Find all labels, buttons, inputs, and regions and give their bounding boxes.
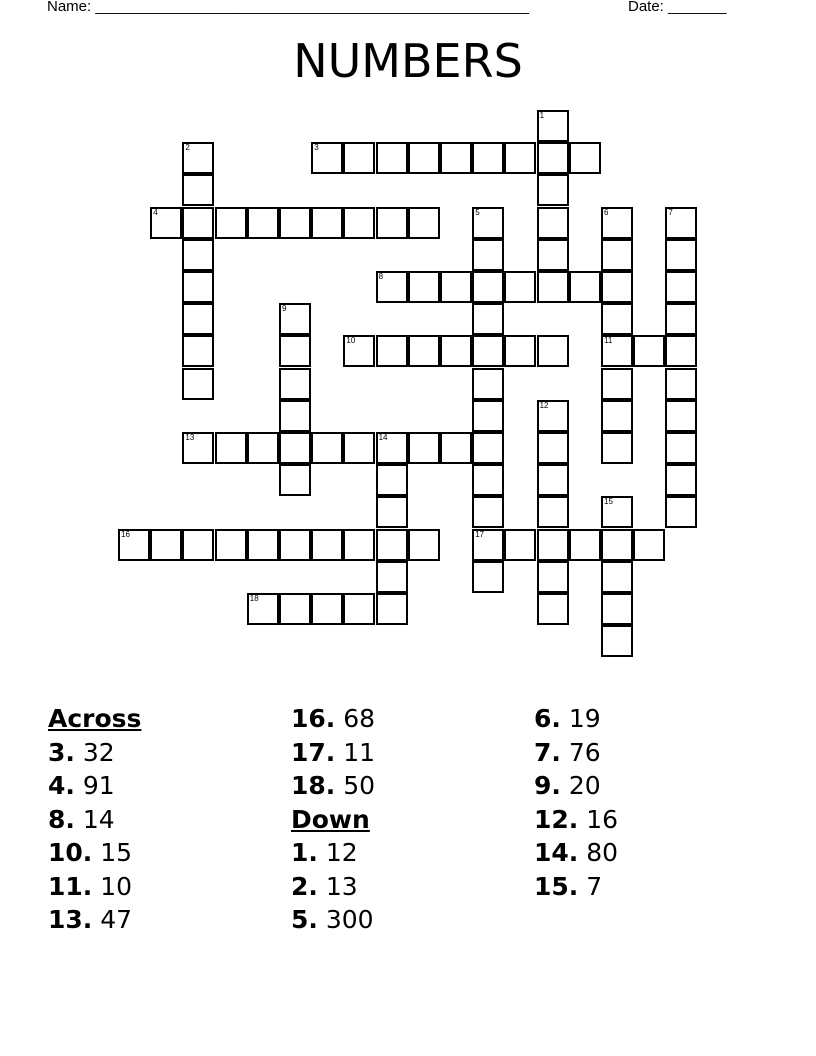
clue-text: 14: [82, 804, 115, 834]
cell-number: 13: [185, 433, 195, 442]
crossword-cell[interactable]: [408, 335, 440, 367]
crossword-cell[interactable]: [215, 432, 247, 464]
crossword-cell[interactable]: [472, 464, 504, 496]
cell-number: 6: [604, 207, 609, 217]
crossword-cell[interactable]: [182, 303, 214, 335]
crossword-cell[interactable]: [569, 271, 601, 303]
crossword-cell[interactable]: [472, 368, 504, 400]
crossword-cell[interactable]: [182, 142, 214, 174]
crossword-cell[interactable]: [633, 529, 665, 561]
crossword-cell[interactable]: [182, 239, 214, 271]
clue-number: 11.: [48, 871, 93, 901]
crossword-cell[interactable]: [440, 271, 472, 303]
crossword-cell[interactable]: [472, 561, 504, 593]
crossword-cell[interactable]: [472, 239, 504, 271]
crossword-cell[interactable]: [182, 529, 214, 561]
crossword-cell[interactable]: [665, 303, 697, 335]
crossword-cell[interactable]: [665, 496, 697, 528]
clue-text: 7: [586, 871, 603, 901]
clue-text: 10: [100, 871, 133, 901]
crossword-cell[interactable]: [376, 464, 408, 496]
clue-down-1: [291, 836, 375, 870]
clue-across-11: [48, 870, 141, 904]
crossword-cell[interactable]: [343, 142, 375, 174]
puzzle-title: NUMBERS: [293, 34, 523, 88]
crossword-cell[interactable]: [633, 335, 665, 367]
cell-number: 8: [378, 272, 384, 281]
crossword-cell[interactable]: [537, 400, 569, 432]
crossword-cell[interactable]: [601, 335, 633, 367]
clue-across-8: [48, 803, 141, 837]
crossword-cell[interactable]: [504, 335, 536, 367]
across-heading: Across: [48, 704, 142, 733]
cell-number: 5: [475, 207, 480, 217]
crossword-cell[interactable]: [665, 400, 697, 432]
crossword-cell[interactable]: [376, 207, 408, 239]
crossword-cell[interactable]: [247, 207, 279, 239]
crossword-cell[interactable]: [311, 207, 343, 239]
clue-text: 15: [100, 838, 133, 867]
clue-number: 8.: [48, 804, 75, 834]
crossword-cell[interactable]: [537, 142, 569, 174]
crossword-cell[interactable]: [279, 529, 311, 561]
clue-text: 13: [325, 871, 358, 901]
cell-number: 10: [346, 336, 356, 346]
clue-down-7: [534, 736, 618, 770]
crossword-cell[interactable]: [569, 142, 601, 174]
clue-number: 7.: [534, 737, 561, 767]
crossword-cell[interactable]: [376, 593, 408, 625]
clue-text: 11: [343, 737, 376, 767]
crossword-cell[interactable]: [182, 207, 214, 239]
clue-text: 47: [100, 905, 133, 934]
clue-across-3: [48, 736, 141, 770]
clue-down-5: [291, 903, 375, 937]
crossword-cell[interactable]: [247, 432, 279, 464]
crossword-cell[interactable]: [665, 271, 697, 303]
crossword-cell[interactable]: [601, 303, 633, 335]
clue-down-14: [534, 836, 618, 870]
clue-number: 18.: [291, 771, 336, 800]
cell-number: 2: [185, 143, 190, 153]
crossword-cell[interactable]: [408, 529, 440, 561]
clue-number: 13.: [48, 905, 93, 934]
cell-number: 7: [668, 207, 673, 217]
crossword-cell[interactable]: [665, 207, 697, 239]
clue-text: 20: [568, 771, 601, 800]
clue-text: 16: [586, 804, 619, 834]
crossword-cell[interactable]: [601, 561, 633, 593]
cell-number: 3: [314, 143, 319, 153]
crossword-cell[interactable]: [537, 174, 569, 206]
crossword-cell[interactable]: [150, 207, 182, 239]
crossword-cell[interactable]: [279, 464, 311, 496]
crossword-cell[interactable]: [601, 271, 633, 303]
crossword-cell[interactable]: [601, 529, 633, 561]
crossword-cell[interactable]: [279, 368, 311, 400]
crossword-cell[interactable]: [601, 239, 633, 271]
crossword-cell[interactable]: [182, 335, 214, 367]
crossword-cell[interactable]: [279, 400, 311, 432]
cell-number: 1: [539, 111, 545, 120]
crossword-cell[interactable]: [376, 271, 408, 303]
crossword-cell[interactable]: [537, 496, 569, 528]
crossword-cell[interactable]: [376, 142, 408, 174]
crossword-cell[interactable]: [504, 271, 536, 303]
crossword-cell[interactable]: [440, 432, 472, 464]
crossword-cell[interactable]: [376, 432, 408, 464]
cell-number: 17: [475, 529, 485, 539]
crossword-cell[interactable]: [311, 593, 343, 625]
clue-column-3: [534, 702, 618, 903]
clue-number: 6.: [534, 704, 561, 733]
crossword-cell[interactable]: [311, 432, 343, 464]
clue-across-10: [48, 836, 141, 870]
crossword-cell[interactable]: [343, 207, 375, 239]
down-heading: Down: [291, 804, 370, 834]
crossword-cell[interactable]: [182, 174, 214, 206]
crossword-cell[interactable]: [601, 400, 633, 432]
crossword-cell[interactable]: [247, 529, 279, 561]
crossword-cell[interactable]: [537, 593, 569, 625]
crossword-cell[interactable]: [343, 335, 375, 367]
crossword-cell[interactable]: [440, 335, 472, 367]
clue-column-1: [48, 702, 141, 937]
crossword-cell[interactable]: [279, 207, 311, 239]
clue-text: 50: [343, 771, 376, 800]
crossword-cell[interactable]: [537, 464, 569, 496]
crossword-cell[interactable]: [343, 593, 375, 625]
crossword-cell[interactable]: [472, 142, 504, 174]
crossword-cell[interactable]: [472, 271, 504, 303]
crossword-cell[interactable]: [601, 432, 633, 464]
crossword-cell[interactable]: [537, 561, 569, 593]
crossword-cell[interactable]: [472, 432, 504, 464]
clue-across-17: [291, 736, 375, 770]
crossword-cell[interactable]: [408, 432, 440, 464]
crossword-cell[interactable]: [537, 207, 569, 239]
crossword-cell[interactable]: [537, 271, 569, 303]
clue-number: 2.: [291, 871, 318, 901]
crossword-cell[interactable]: [182, 271, 214, 303]
clue-number: 14.: [534, 838, 579, 867]
crossword-cell[interactable]: [215, 529, 247, 561]
crossword-cell[interactable]: [665, 432, 697, 464]
clue-down-9: [534, 769, 618, 803]
cell-number: 18: [249, 594, 259, 603]
crossword-cell[interactable]: [537, 432, 569, 464]
crossword-cell[interactable]: [408, 142, 440, 174]
crossword-cell[interactable]: [408, 271, 440, 303]
crossword-cell[interactable]: [665, 464, 697, 496]
crossword-cell[interactable]: [665, 239, 697, 271]
clue-text: 80: [586, 838, 619, 867]
clue-number: 5.: [291, 905, 318, 934]
clue-text: 32: [82, 737, 115, 767]
crossword-cell[interactable]: [472, 207, 504, 239]
crossword-cell[interactable]: [472, 335, 504, 367]
crossword-cell[interactable]: [601, 496, 633, 528]
crossword-cell[interactable]: [601, 368, 633, 400]
clue-text: 19: [568, 704, 601, 733]
crossword-cell[interactable]: [504, 529, 536, 561]
clue-across-13: [48, 903, 141, 937]
crossword-cell[interactable]: [311, 529, 343, 561]
cell-number: 16: [121, 529, 130, 539]
date-field-line: Date: _______: [628, 0, 727, 15]
crossword-cell[interactable]: [537, 110, 569, 142]
crossword-cell[interactable]: [504, 142, 536, 174]
crossword-cell[interactable]: [182, 368, 214, 400]
crossword-cell[interactable]: [279, 335, 311, 367]
clue-column-2: [291, 702, 375, 937]
clue-number: 1.: [291, 838, 318, 867]
cell-number: 4: [153, 207, 158, 217]
crossword-cell[interactable]: [376, 561, 408, 593]
crossword-cell[interactable]: [472, 496, 504, 528]
clue-down-12: [534, 803, 618, 837]
crossword-cell[interactable]: [537, 239, 569, 271]
crossword-cell[interactable]: [472, 303, 504, 335]
clue-down-15: [534, 870, 618, 904]
crossword-cell[interactable]: [472, 529, 504, 561]
clue-number: 12.: [534, 804, 579, 834]
clue-number: 4.: [48, 771, 75, 800]
crossword-cell[interactable]: [376, 335, 408, 367]
crossword-cell[interactable]: [601, 207, 633, 239]
crossword-cell[interactable]: [343, 529, 375, 561]
crossword-cell[interactable]: [472, 400, 504, 432]
clue-across-18: [291, 769, 375, 803]
crossword-cell[interactable]: [440, 142, 472, 174]
crossword-cell[interactable]: [665, 368, 697, 400]
crossword-cell[interactable]: [376, 529, 408, 561]
crossword-cell[interactable]: [247, 593, 279, 625]
name-field-line: Name: ____________________________________________________: [47, 0, 530, 15]
clue-down-6: [534, 702, 618, 736]
clue-text: 91: [82, 771, 115, 800]
clue-text: 68: [343, 704, 376, 733]
clue-text: 12: [325, 838, 358, 867]
crossword-cell[interactable]: [279, 303, 311, 335]
clue-number: 15.: [534, 871, 579, 901]
crossword-cell[interactable]: [376, 496, 408, 528]
crossword-cell[interactable]: [311, 142, 343, 174]
crossword-cell[interactable]: [569, 529, 601, 561]
clue-text: 300: [325, 905, 374, 934]
crossword-cell[interactable]: [150, 529, 182, 561]
crossword-cell[interactable]: [537, 529, 569, 561]
cell-number: 15: [604, 497, 613, 507]
clue-number: 17.: [291, 737, 336, 767]
cell-number: 9: [282, 304, 287, 314]
clue-number: 3.: [48, 737, 75, 767]
clue-text: 76: [568, 737, 601, 767]
cell-number: 11: [604, 336, 613, 346]
clue-number: 10.: [48, 838, 93, 867]
crossword-cell[interactable]: [665, 335, 697, 367]
crossword-cell[interactable]: [601, 593, 633, 625]
cell-number: 12: [539, 400, 549, 410]
clue-across-16: [291, 702, 375, 736]
clue-down-2: [291, 870, 375, 904]
clue-number: 9.: [534, 771, 561, 800]
crossword-cell[interactable]: [118, 529, 150, 561]
crossword-cell[interactable]: [343, 432, 375, 464]
crossword-cell[interactable]: [279, 432, 311, 464]
crossword-cell[interactable]: [408, 207, 440, 239]
cell-number: 14: [378, 433, 388, 442]
crossword-cell[interactable]: [215, 207, 247, 239]
crossword-cell[interactable]: [601, 625, 633, 657]
clue-number: 16.: [291, 704, 336, 733]
crossword-cell[interactable]: [279, 593, 311, 625]
crossword-cell[interactable]: [537, 335, 569, 367]
crossword-cell[interactable]: [182, 432, 214, 464]
clue-across-4: [48, 769, 141, 803]
